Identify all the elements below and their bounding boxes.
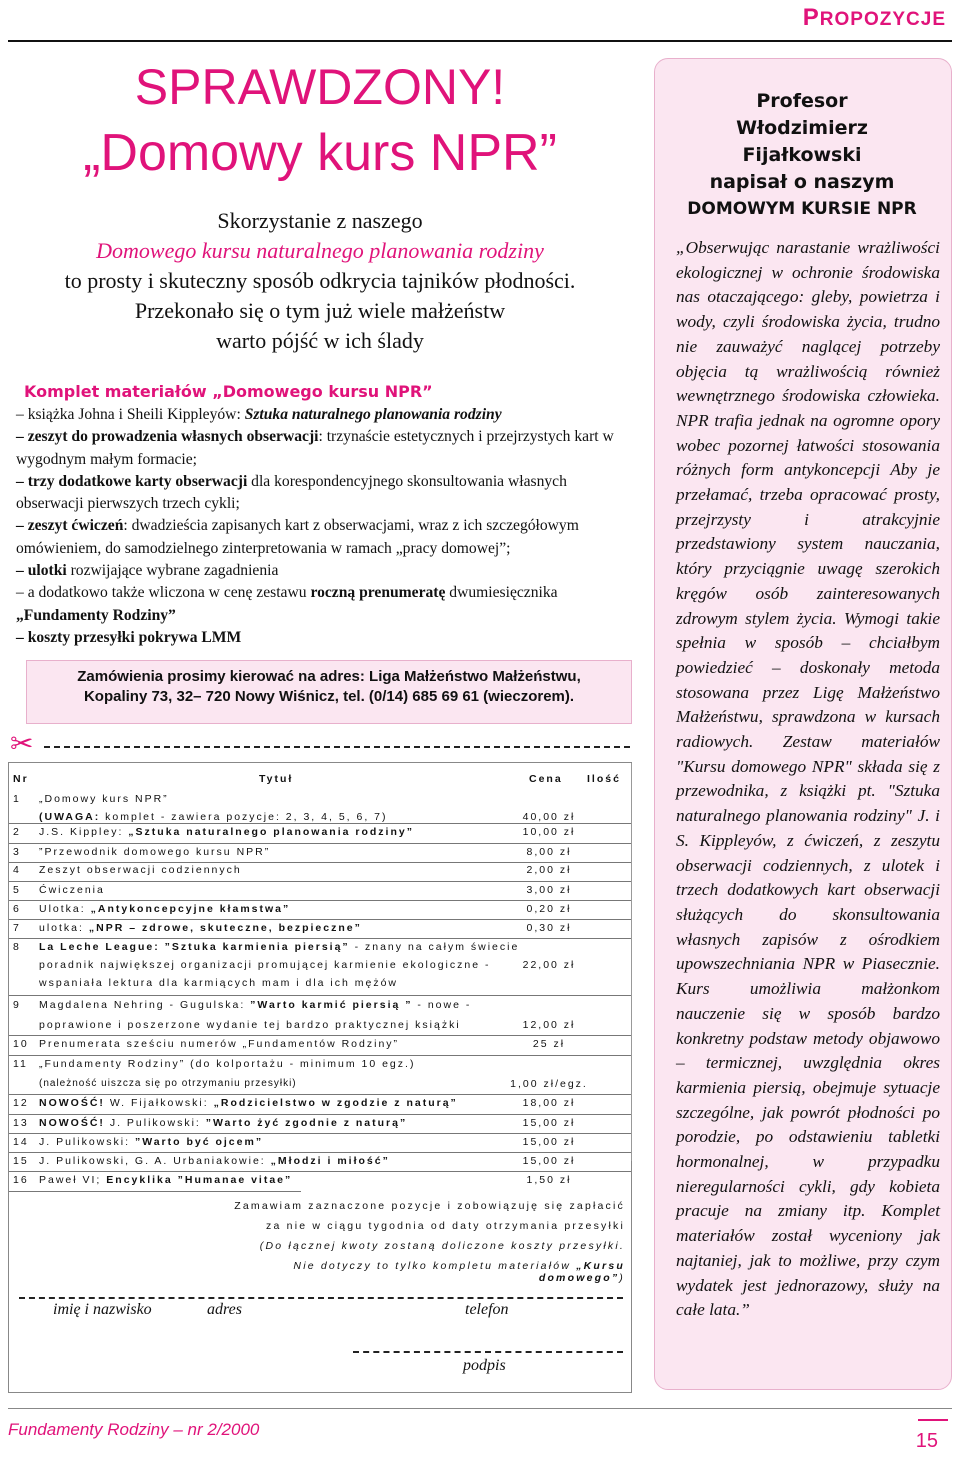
footer-journal: Fundamenty Rodziny – nr 2/2000: [8, 1420, 260, 1439]
sidebar-title-2: Włodzimierz: [736, 117, 868, 139]
table-row[interactable]: 3 ”Przewodnik domowego kursu NPR” 8,00 zł: [13, 846, 572, 858]
table-row[interactable]: 11 „Fundamenty Rodziny” (do kolportażu - minimum 10 egz.) (należność uiszcza się po otrzymaniu przesyłki) 1,00 zł/egz.: [13, 1058, 588, 1090]
table-row[interactable]: 10 Prenumerata sześciu numerów „Fundamentów Rodziny” 25 zł: [13, 1038, 566, 1050]
table-row[interactable]: 7 ulotka: „NPR – zdrowe, skuteczne, bezpieczne” 0,30 zł: [13, 922, 572, 934]
order-notice-line-3: (Do łącznej kwoty zostaną doliczone koszty przesyłki.: [259, 1240, 625, 1252]
page-number-rule: [918, 1419, 948, 1421]
table-row[interactable]: 6 Ulotka: „Antykoncepcyjne kłamstwa” 0,20 zł: [13, 903, 572, 915]
kit-list: [16, 404, 636, 649]
cut-line: [44, 746, 630, 748]
table-row[interactable]: 13 NOWOŚĆ! J. Pulikowski: ”Warto żyć zgodnie z naturą” 15,00 zł: [13, 1117, 576, 1129]
order-address-line-2: Kopaliny 73, 32– 720 Nowy Wiśnicz, tel. (0/14) 685 69 61 (wieczorem).: [83, 688, 575, 705]
kit-item-exercises: – zeszyt ćwiczeń: dwadzieścia zapisanych kart z obserwacjami, wraz z ich szczegółowym omówieniem, do samodzielnego zinterpretowania w ramach „pracy domowej”;: [16, 517, 579, 557]
table-row[interactable]: 1 „Domowy kurs NPR” (UWAGA: komplet - zawiera pozycje: 2, 3, 4, 5, 6, 7) 40,00 zł: [13, 793, 576, 823]
table-row[interactable]: 15 J. Pulikowski, G. A. Urbaniakowie: „Młodzi i miłość” 15,00 zł: [13, 1155, 576, 1167]
table-header: [9, 773, 631, 789]
footer-rule: [8, 1408, 952, 1409]
intro: [0, 206, 640, 356]
table-row[interactable]: 8 La Leche League: ”Sztuka karmienia piersią” - znany na całym świecie poradnik największej organizacji promującej karmienie ekologiczne - wspaniała lektura dla karmiących mam i dla ich mężów 22,00 zł: [13, 941, 576, 989]
kit-item-book: – książka Johna i Sheili Kippleyów: Sztuka naturalnego planowania rodziny: [16, 406, 502, 423]
sidebar-title-4: napisał o naszym: [709, 171, 895, 193]
sidebar-title-3: Fijałkowski: [742, 144, 862, 166]
col-nr: Nr: [13, 773, 29, 785]
section-label: PROPOZYCJE: [802, 4, 946, 31]
table-row[interactable]: 4 Zeszyt obserwacji codziennych 2,00 zł: [13, 864, 572, 876]
table-row[interactable]: 16 Paweł VI; Encyklika ”Humanae vitae” 1,50 zł: [13, 1174, 572, 1186]
signature-line[interactable]: [353, 1351, 623, 1353]
table-row[interactable]: 9 Magdalena Nehring - Gugulska: ”Warto karmić piersią ” - nowe - poprawione i poszerzone wydanie tej bardzo praktycznej książki 12,00 zł: [13, 999, 576, 1031]
kit-item-journal: „Fundamenty Rodziny”: [16, 606, 176, 624]
kit-item-subscription: – a dodatkowo także wliczona w cenę zestawu roczną prenumeratę dwumiesięcznika: [16, 584, 558, 602]
order-address-line-1: Zamówienia prosimy kierować na adres: Liga Małżeństwo Małżeństwu,: [77, 668, 581, 685]
intro-line-1: Skorzystanie z naszego: [217, 208, 423, 233]
intro-line-2: Domowego kursu naturalnego planowania rodziny: [96, 238, 544, 263]
table-row[interactable]: 14 J. Pulikowski: ”Warto być ojcem” 15,00 zł: [13, 1136, 576, 1148]
intro-line-3: to prosty i skuteczny sposób odkrycia tajników płodności.: [64, 268, 576, 293]
kit-title: Komplet materiałów „Domowego kursu NPR”: [24, 382, 433, 401]
sidebar-title-1: Profesor: [756, 90, 848, 112]
order-form: [8, 762, 632, 1393]
table-row[interactable]: 5 Ćwiczenia 3,00 zł: [13, 884, 572, 896]
address-label: adres: [207, 1301, 242, 1318]
kit-item-notebook: – zeszyt do prowadzenia własnych obserwacji: trzynaście estetycznych i przejrzystych kart w wygodnym małym formacie;: [16, 428, 614, 468]
signature-label: podpis: [463, 1357, 506, 1374]
table-row[interactable]: 2 J.S. Kippley: „Sztuka naturalnego planowania rodziny” 10,00 zł: [13, 826, 576, 838]
scissors-icon: ✂: [10, 729, 34, 760]
col-price: Cena: [529, 773, 563, 785]
intro-line-5: warto pójść w ich ślady: [216, 328, 424, 353]
contact-line[interactable]: [19, 1297, 623, 1299]
header-rule: [8, 40, 952, 42]
kit-item-cards: – trzy dodatkowe karty obserwacji dla korespondencyjnego skonsultowania własnych obserwacji pierwszych trzech cykli;: [16, 472, 567, 513]
page-number: 15: [915, 1430, 938, 1452]
order-notice-line-4: Nie dotyczy to tylko kompletu materiałów „Kursu domowego”): [293, 1260, 625, 1284]
col-title: Tytuł: [259, 773, 294, 785]
order-notice-line-1: Zamawiam zaznaczone pozycje i zobowiązuję się zapłacić: [234, 1200, 625, 1212]
name-label: imię i nazwisko: [53, 1301, 152, 1318]
order-address-box: [26, 660, 632, 724]
kit-item-leaflets: – ulotki rozwijające wybrane zagadnienia: [16, 562, 279, 580]
sidebar-title-5: DOMOWYM KURSIE NPR: [687, 199, 917, 219]
intro-line-4: Przekonało się o tym już wiele małżeństw: [134, 298, 506, 323]
testimonial-quote: „Obserwując narastanie wrażliwości ekologicznej w ochronie środowiska nas otaczającego: gleby, powietrza i wody, czyli środowiska życia, trudno nie zauważyć naglącej potrzeby objęcia tą wrażliwością również wewnętrznego środowiska człowieka. NPR trafia jednak na ogromne opory wobec pozornej łatwości stosowania różnych form antykoncepcji Aby je przełamać, trzeba opracować prosty, przejrzysty i atrakcyjnie przedstawiony system nauczania, który przyciągnie uwagę szerokich kręgów osób zainteresowanych zdrowym stylem życia. Wymogi takie spełnia w sposób – chciałbym powiedzieć – doskonały metoda stosowana przez Ligę Małżeństwo Małżeństwu, sprawdzona w kursach radiowych. Zestaw materiałów "Kursu domowego NPR" składa się z przewodnika, z książki pt. "Sztuka naturalnego planowania rodziny" J. i S. Kippleyów, z ćwiczeń, z zeszytu obserwacji codziennych, z ulotek i trzech dodatkowych kart obserwacji służących do skonsultowania własnych zapisów z ośrodkiem upowszechniania NPR w Piasecznie. Kurs umożliwia małżonkom nauczenie się w sposób bardzo konkretny podstaw metody objawowo – termicznej, uwzględnia okres karmienia piersią, obejmuje sytuacje szczególne, jak powrót płodności po porodzie, po odstawieniu tabletki hormonalnej, w przypadku nieregularności cykli, gdy kobieta pracuje na zmiany itp. Komplet materiałów został wyceniony jak najtaniej, jak to możliwe, przy czym wydatek jest jednorazowy, służy na całe lata.”: [676, 238, 940, 1320]
col-qty: Ilość: [587, 773, 621, 785]
kit-item-shipping: – koszty przesyłki pokrywa LMM: [16, 628, 242, 646]
headline-line-1: SPRAWDZONY!: [134, 59, 506, 115]
order-notice-line-2: za nie w ciągu tygodnia od daty otrzymania przesyłki: [266, 1220, 625, 1232]
table-row[interactable]: 12 NOWOŚĆ! W. Fijałkowski: „Rodzicielstwo w zgodzie z naturą” 18,00 zł: [13, 1097, 576, 1109]
headline-line-2: „Domowy kurs NPR”: [83, 124, 557, 182]
phone-label: telefon: [465, 1301, 509, 1318]
